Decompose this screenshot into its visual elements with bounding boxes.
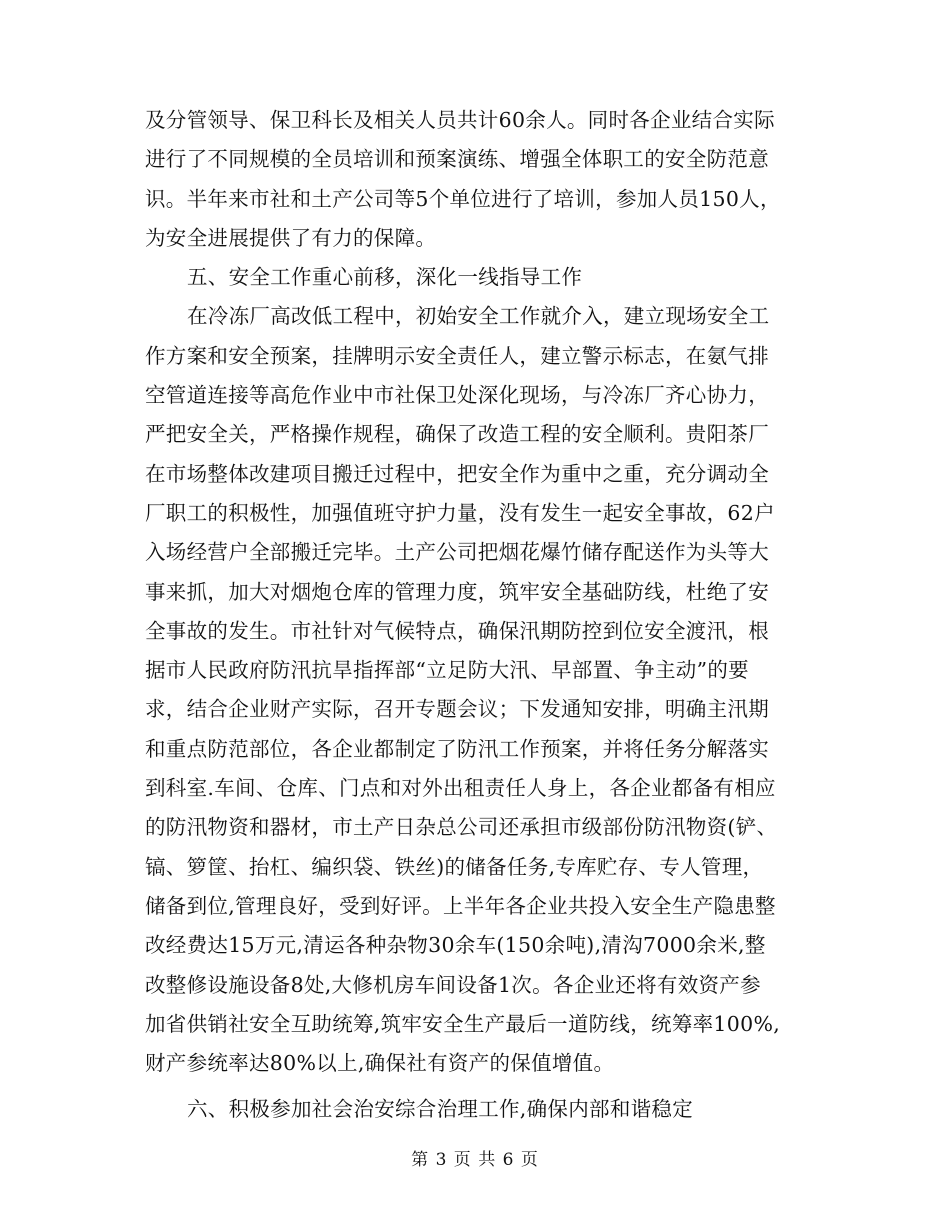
text-line: 改整修设施设备8处,大修机房车间设备1次。各企业还将有效资产参 — [145, 972, 761, 997]
text-line: 空管道连接等高危作业中市社保卫处深化现场，与冷冻厂齐心协力， — [145, 383, 769, 408]
text-line: 进行了不同规模的全员培训和预案演练、增强全体职工的安全防范意 — [145, 147, 769, 172]
document-body — [145, 101, 810, 1130]
text-line: 储备到位,管理良好，受到好评。上半年各企业共投入安全生产隐患整 — [145, 893, 776, 918]
text-line: 全事故的发生。市社针对气候特点，确保汛期防控到位安全渡汛，根 — [145, 618, 769, 643]
text-line: 到科室.车间、仓库、门点和对外出租责任人身上，各企业都备有相应 — [145, 776, 776, 801]
text-line: 为安全进展提供了有力的保障。 — [145, 225, 437, 250]
text-line: 在市场整体改建项目搬迁过程中，把安全作为重中之重，充分调动全 — [145, 461, 769, 486]
text-line: 作方案和安全预案，挂牌明示安全责任人，建立警示标志，在氨气排 — [145, 343, 769, 368]
text-line: 改经费达15万元,清运各种杂物30余车(150余吨),清沟7000余米,整 — [145, 933, 766, 958]
text-line: 及分管领导、保卫科长及相关人员共计60余人。同时各企业结合实际 — [145, 108, 775, 132]
text-line: 和重点防范部位，各企业都制定了防汛工作预案，并将任务分解落实 — [145, 736, 769, 761]
text-line: 事来抓，加大对烟炮仓库的管理力度，筑牢安全基础防线，杜绝了安 — [145, 579, 769, 604]
text-line: 加省供销社安全互助统筹,筑牢安全生产最后一道防线，统筹率100%, — [145, 1011, 781, 1036]
text-line: 求，结合企业财产实际，召开专题会议；下发通知安排，明确主汛期 — [145, 697, 769, 722]
text-line: 财产参统率达80%以上,确保社有资产的保值增值。 — [145, 1051, 615, 1076]
text-line: 厂职工的积极性，加强值班守护力量，没有发生一起安全事故，62户 — [145, 500, 775, 525]
text-line: 在冷冻厂高改低工程中，初始安全工作就介入，建立现场安全工 — [187, 304, 770, 329]
section-heading: 六、积极参加社会治安综合治理工作,确保内部和谐稳定 — [187, 1097, 694, 1122]
text-line: 镐、箩筐、抬杠、编织袋、铁丝)的储备任务,专库贮存、专人管理， — [145, 854, 764, 879]
text-line: 严把安全关，严格操作规程，确保了改造工程的安全顺利。贵阳茶厂 — [145, 422, 769, 447]
page-footer: 第 3 页 共 6 页 — [411, 1150, 539, 1170]
text-line: 入场经营户全部搬迁完毕。土产公司把烟花爆竹储存配送作为头等大 — [145, 540, 769, 565]
text-line: 据市人民政府防汛抗旱指挥部“立足防大汛、早部置、争主动”的要 — [145, 658, 749, 683]
section-heading: 五、安全工作重心前移，深化一线指导工作 — [187, 265, 583, 290]
text-line: 的防汛物资和器材，市土产日杂总公司还承担市级部份防汛物资(铲、 — [145, 815, 778, 840]
text-line: 识。半年来市社和土产公司等5个单位进行了培训，参加人员150人， — [145, 186, 781, 211]
